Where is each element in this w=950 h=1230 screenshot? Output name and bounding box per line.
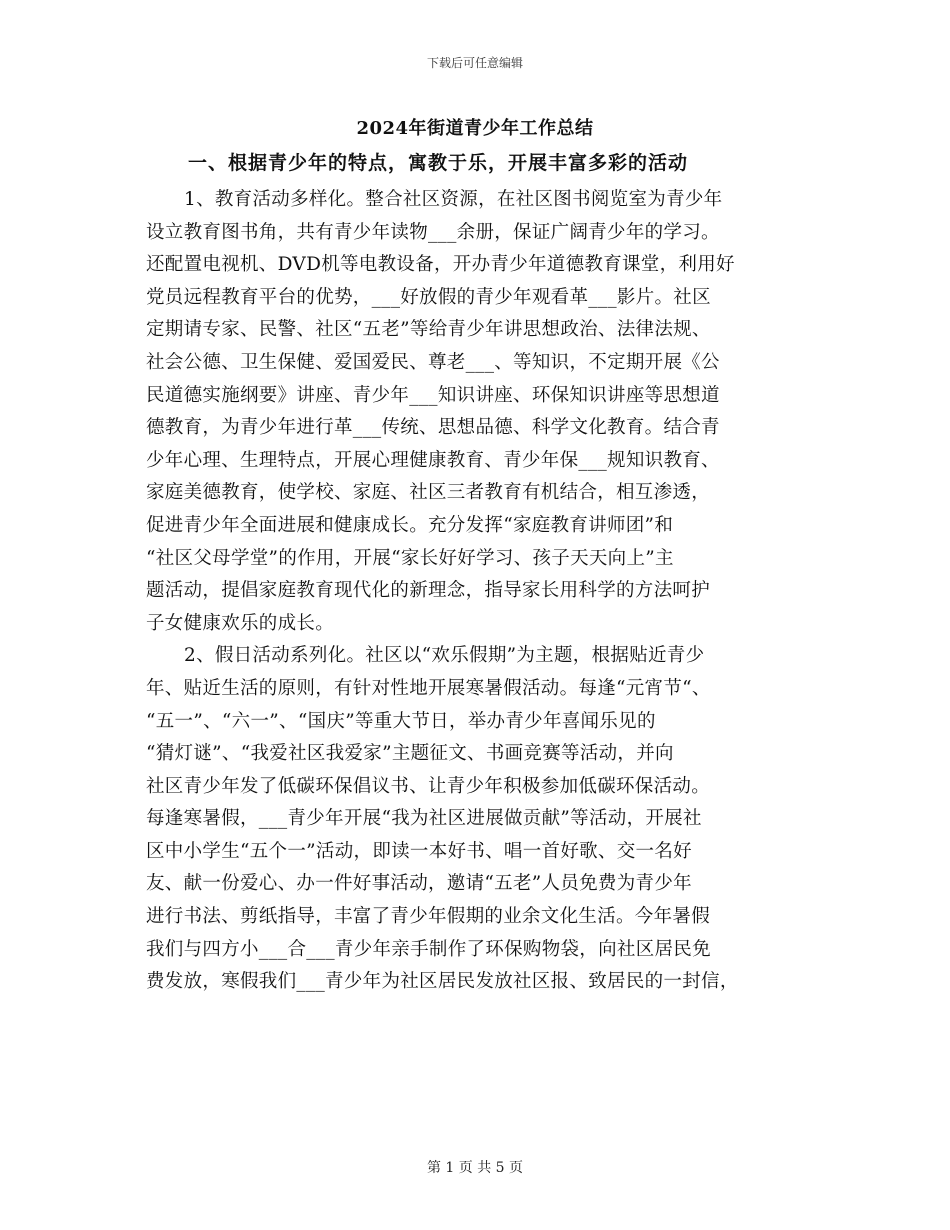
paragraph-line: 社区青少年发了低碳环保倡议书、让青少年积极参加低碳环保活动。 <box>146 775 711 797</box>
paragraph-line: “社区父母学堂”的作用，开展“家长好好学习、孩子天天向上”主 <box>146 547 674 569</box>
paragraph-line: 费发放，寒假我们___青少年为社区居民发放社区报、致居民的一封信， <box>146 971 739 993</box>
document-title: 2024年街道青少年工作总结 <box>356 118 594 139</box>
paragraph-line: “猜灯谜”、“我爱社区我爱家”主题征文、书画竞赛等活动，并向 <box>146 743 674 765</box>
paragraph-holiday-activities <box>146 640 826 999</box>
paragraph-line: 子女健康欢乐的成长。 <box>146 612 335 634</box>
paragraph-line: 我们与四方小___合___青少年亲手制作了环保购物袋，向社区居民免 <box>146 938 711 960</box>
paragraph-line: 进行书法、剪纸指导，丰富了青少年假期的业余文化生活。今年暑假 <box>146 906 711 928</box>
paragraph-line: 促进青少年全面进展和健康成长。充分发挥“家庭教育讲师团”和 <box>146 514 674 536</box>
paragraph-line: 还配置电视机、DVD机等电教设备，开办青少年道德教育课堂，利用好 <box>146 254 735 276</box>
paragraph-line: 社会公德、卫生保健、爱国爱民、尊老___、等知识，不定期开展《公 <box>146 351 720 373</box>
section-heading: 一、根据青少年的特点，寓教于乐，开展丰富多彩的活动 <box>188 152 689 174</box>
paragraph-line: 每逢寒暑假，___青少年开展“我为社区进展做贡献”等活动，开展社 <box>146 808 702 830</box>
paragraph-line: “五一”、“六一”、“国庆”等重大节日，举办青少年喜闻乐见的 <box>146 710 656 732</box>
paragraph-line: 年、贴近生活的原则，有针对性地开展寒暑假活动。每逢“元宵节“、 <box>146 677 711 699</box>
paragraph-line: 少年心理、生理特点，开展心理健康教育、青少年保___规知识教育、 <box>146 449 720 471</box>
paragraph-line: 1、教育活动多样化。整合社区资源，在社区图书阅览室为青少年 <box>184 189 723 210</box>
paragraph-line: 家庭美德教育，使学校、家庭、社区三者教育有机结合，相互渗透， <box>146 482 711 504</box>
paragraph-line: 定期请专家、民警、社区“五老”等给青少年讲思想政治、法律法规、 <box>146 319 711 341</box>
paragraph-line: 设立教育图书角，共有青少年读物___余册，保证广阔青少年的学习。 <box>146 221 720 243</box>
paragraph-line: 区中小学生“五个一”活动，即读一本好书、唱一首好歌、交一名好 <box>146 840 692 862</box>
paragraph-education-activities <box>146 184 826 640</box>
paragraph-line: 党员远程教育平台的优势，___好放假的青少年观看革___影片。社区 <box>146 286 711 308</box>
header-note: 下载后可任意编辑 <box>426 56 523 70</box>
paragraph-line: 民道德实施纲要》讲座、青少年___知识讲座、环保知识讲座等思想道 <box>146 384 720 406</box>
paragraph-line: 德教育，为青少年进行革___传统、思想品德、科学文化教育。结合青 <box>146 417 720 439</box>
document-body <box>146 184 826 999</box>
page-number-footer: 第 1 页 共 5 页 <box>426 1160 524 1176</box>
paragraph-line: 2、假日活动系列化。社区以“欢乐假期”为主题，根据贴近青少 <box>184 645 705 667</box>
paragraph-line: 友、献一份爱心、办一件好事活动，邀请“五老”人员免费为青少年 <box>146 873 692 895</box>
paragraph-line: 题活动，提倡家庭教育现代化的新理念，指导家长用科学的方法呵护 <box>146 580 711 602</box>
